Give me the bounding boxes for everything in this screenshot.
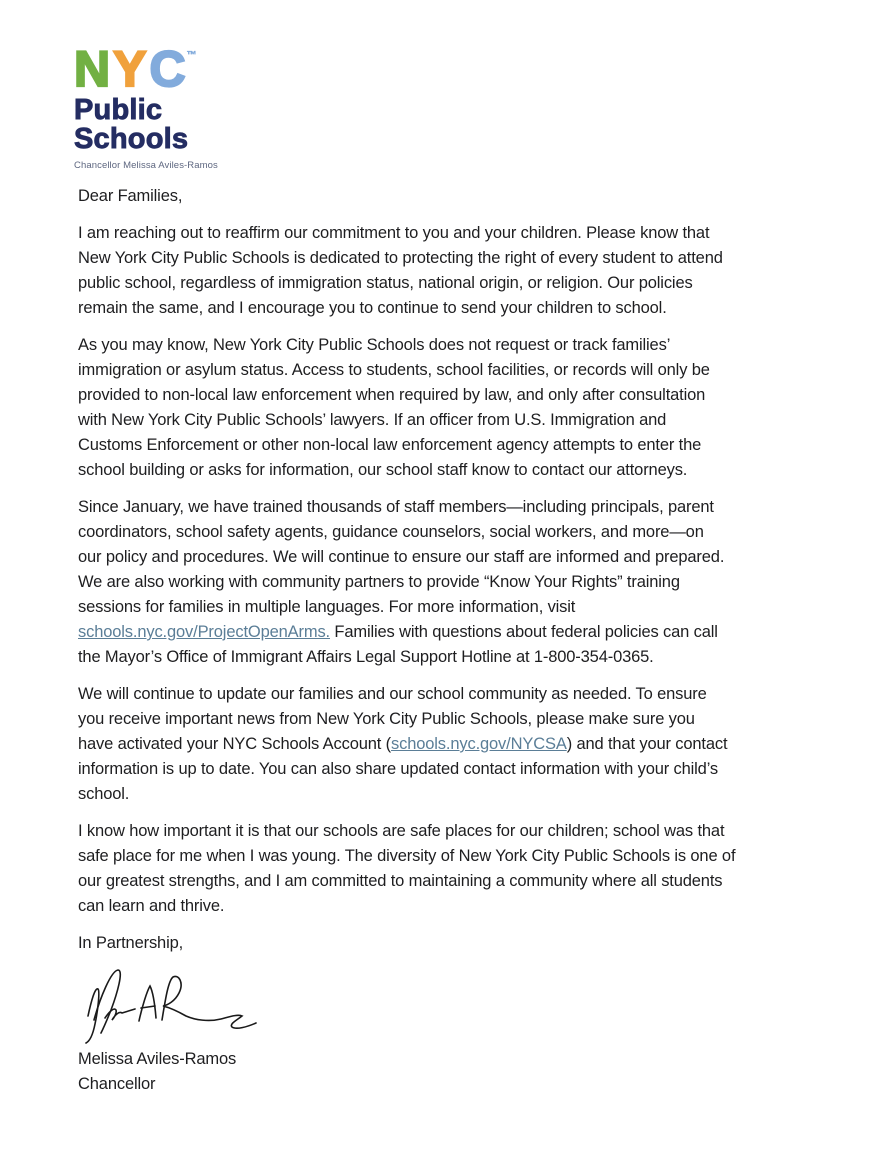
letter-line: [78, 520, 838, 545]
letter-line: [78, 819, 838, 844]
letter-content: [78, 184, 838, 1097]
letter-line: [78, 545, 838, 570]
logo-nyc-text: [74, 41, 189, 97]
letter-line: [78, 645, 838, 670]
letter-line: [78, 707, 838, 732]
letter-line: [78, 757, 838, 782]
text-segment: provided to non-local law enforcement when required by law, and only after consultation: [78, 386, 706, 404]
text-segment: I am reaching out to reaffirm our commitment to you and your children. Please know that: [78, 224, 710, 242]
logo-nyc-letters: [74, 34, 218, 97]
signature-svg: [78, 958, 263, 1044]
text-segment: public school, regardless of immigration status, national origin, or religion. Our policies: [78, 274, 693, 292]
letter-line: [78, 595, 838, 620]
letter-line: [78, 570, 838, 595]
logo-letter: N: [74, 41, 114, 97]
text-segment: school building or asks for information, our school staff know to contact our attorneys.: [78, 461, 688, 479]
text-segment: Families with questions about federal policies can call: [329, 623, 718, 641]
logo-letter: Y: [113, 41, 150, 97]
logo-word-schools: Schools: [74, 123, 189, 155]
text-segment: We will continue to update our families and our school community as needed. To ensure: [78, 685, 707, 703]
letter-line: [78, 495, 838, 520]
letter-line: [78, 458, 838, 483]
letter-paragraph: [78, 221, 838, 321]
letter-line: [78, 408, 838, 433]
text-segment: with New York City Public Schools’ lawyers. If an officer from U.S. Immigration and: [78, 411, 667, 429]
letter-line: [78, 296, 838, 321]
letter-line: [78, 732, 838, 757]
signature-image: [78, 958, 838, 1044]
letter-body: [78, 221, 838, 919]
letter-line: [78, 620, 838, 645]
salutation: Dear Families,: [78, 187, 183, 205]
nyc-public-schools-logo: [74, 34, 218, 172]
signature-title: Chancellor: [78, 1075, 156, 1093]
text-segment: coordinators, school safety agents, guidance counselors, social workers, and more—on: [78, 523, 704, 541]
text-segment: As you may know, New York City Public Schools does not request or track families’: [78, 336, 671, 354]
letter-line: [78, 869, 838, 894]
nycsa-link[interactable]: schools.nyc.gov/NYCSA: [391, 735, 567, 753]
letterhead: [74, 34, 218, 172]
text-segment: school.: [78, 785, 130, 803]
letter-line: [78, 894, 838, 919]
letter-line: [78, 844, 838, 869]
text-segment: remain the same, and I encourage you to continue to send your children to school.: [78, 299, 667, 317]
text-segment: I know how important it is that our schools are safe places for our children; school was that: [78, 822, 725, 840]
text-segment: have activated your NYC Schools Account (: [78, 735, 392, 753]
text-segment: safe place for me when I was young. The diversity of New York City Public Schools is one of: [78, 847, 736, 865]
text-segment: information is up to date. You can also share updated contact information with your child’s: [78, 760, 719, 778]
text-segment: our policy and procedures. We will continue to ensure our staff are informed and prepared.: [78, 548, 725, 566]
text-segment: the Mayor’s Office of Immigrant Affairs Legal Support Hotline at 1-800-354-0365.: [78, 648, 654, 666]
letter-line: [78, 383, 838, 408]
text-segment: can learn and thrive.: [78, 897, 225, 915]
letter-line: [78, 682, 838, 707]
text-segment: Customs Enforcement or other non-local law enforcement agency attempts to enter the: [78, 436, 702, 454]
logo-word-public: Public: [74, 94, 163, 126]
letter-line: [78, 433, 838, 458]
trademark-symbol: ™: [186, 50, 197, 61]
closing: In Partnership,: [78, 934, 184, 952]
letter-paragraph: [78, 495, 838, 670]
letter-line: [78, 782, 838, 807]
letter-line: [78, 246, 838, 271]
text-segment: our greatest strengths, and I am committed to maintaining a community where all students: [78, 872, 723, 890]
letter-paragraph: [78, 819, 838, 919]
text-segment: ) and that your contact: [566, 735, 728, 753]
letter-paragraph: [78, 333, 838, 483]
letter-line: [78, 358, 838, 383]
signature-name: Melissa Aviles-Ramos: [78, 1050, 237, 1068]
letter-line: [78, 333, 838, 358]
text-segment: sessions for families in multiple languages. For more information, visit: [78, 598, 576, 616]
letter-line: [78, 271, 838, 296]
letter-line: [78, 221, 838, 246]
project-open-arms-link[interactable]: schools.nyc.gov/ProjectOpenArms.: [78, 623, 330, 641]
letter-paragraph: [78, 682, 838, 807]
text-segment: you receive important news from New York City Public Schools, please make sure you: [78, 710, 695, 728]
text-segment: We are also working with community partners to provide “Know Your Rights” training: [78, 573, 680, 591]
logo-chancellor-tagline: Chancellor Melissa Aviles-Ramos: [74, 160, 218, 171]
text-segment: New York City Public Schools is dedicated to protecting the right of every student to attend: [78, 249, 723, 267]
logo-letter: C: [149, 41, 189, 97]
text-segment: immigration or asylum status. Access to students, school facilities, or records will only be: [78, 361, 710, 379]
text-segment: Since January, we have trained thousands of staff members—including principals, parent: [78, 498, 714, 516]
